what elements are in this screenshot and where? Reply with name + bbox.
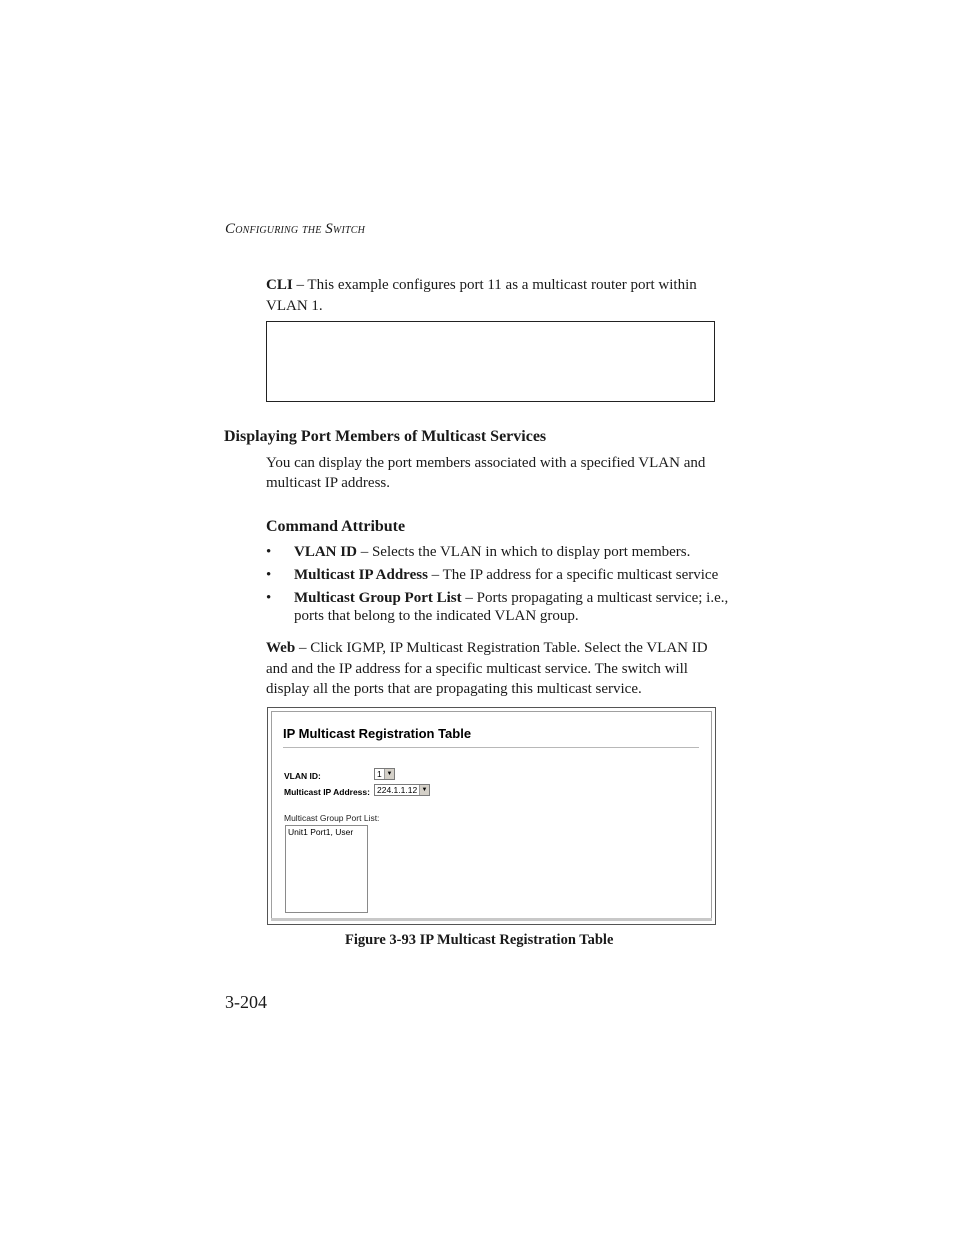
bullet: • [266,544,272,560]
vlan-id-value: 1 [377,769,382,779]
panel-title: IP Multicast Registration Table [283,726,472,741]
command-attribute-heading: Command Attribute [266,518,406,535]
screenshot-panel [271,711,712,921]
web-instructions [266,638,726,700]
running-head-initial: C [225,221,236,237]
dropdown-arrow-icon[interactable]: ▼ [384,769,394,779]
panel-bottom-edge [271,918,712,921]
cli-intro-text: – This example configures port 11 as a multicast router port within VLAN 1. [266,277,697,314]
multicast-ip-select[interactable] [374,784,430,796]
attribute-term: Multicast Group Port List [294,590,462,606]
dropdown-arrow-icon[interactable]: ▼ [419,785,429,795]
vlan-id-label: VLAN ID: [284,771,321,781]
section-paragraph: You can display the port members associated with a specified VLAN and multicast IP address. [266,455,706,491]
cli-lead: CLI [266,277,293,293]
running-head-initial-2: S [325,221,333,237]
bullet: • [266,590,272,606]
running-head [225,221,365,238]
running-head-part: onfiguring the [235,222,326,237]
section-heading: Displaying Port Members of Multicast Services [224,428,547,445]
page-number: 3-204 [225,992,267,1012]
attribute-term: Multicast IP Address [294,567,428,583]
list-item[interactable]: Unit1 Port1, User [288,827,354,837]
web-lead: Web [266,640,296,656]
list-item [266,566,736,584]
web-instructions-text: – Click IGMP, IP Multicast Registration Table. Select the VLAN ID and and the IP address for a specific multicast service. The switch will display all the ports that are propagating this multicast service. [266,640,708,697]
cli-intro [266,275,726,317]
port-list-box[interactable] [285,825,368,913]
multicast-ip-value: 224.1.1.12 [377,785,418,795]
list-item [266,543,736,561]
multicast-ip-label: Multicast IP Address: [284,787,370,797]
cli-example-box [266,321,715,402]
list-item [266,589,736,625]
attribute-term: VLAN ID [294,544,357,560]
bullet: • [266,567,272,583]
vlan-id-select[interactable] [374,768,395,780]
command-attribute-list [266,543,736,630]
attribute-desc: – The IP address for a specific multicast service [427,567,719,583]
attribute-desc: – Selects the VLAN in which to display port members. [356,544,691,560]
title-divider [283,747,699,748]
figure-caption: Figure 3-93 IP Multicast Registration Table [345,932,614,948]
running-head-part-2: witch [332,222,366,237]
port-list-label: Multicast Group Port List: [284,813,380,823]
screenshot-figure [267,707,716,925]
attribute-desc: – Ports propagating a multicast service; i.e., ports that belong to the indicated VLAN group. [294,590,729,624]
